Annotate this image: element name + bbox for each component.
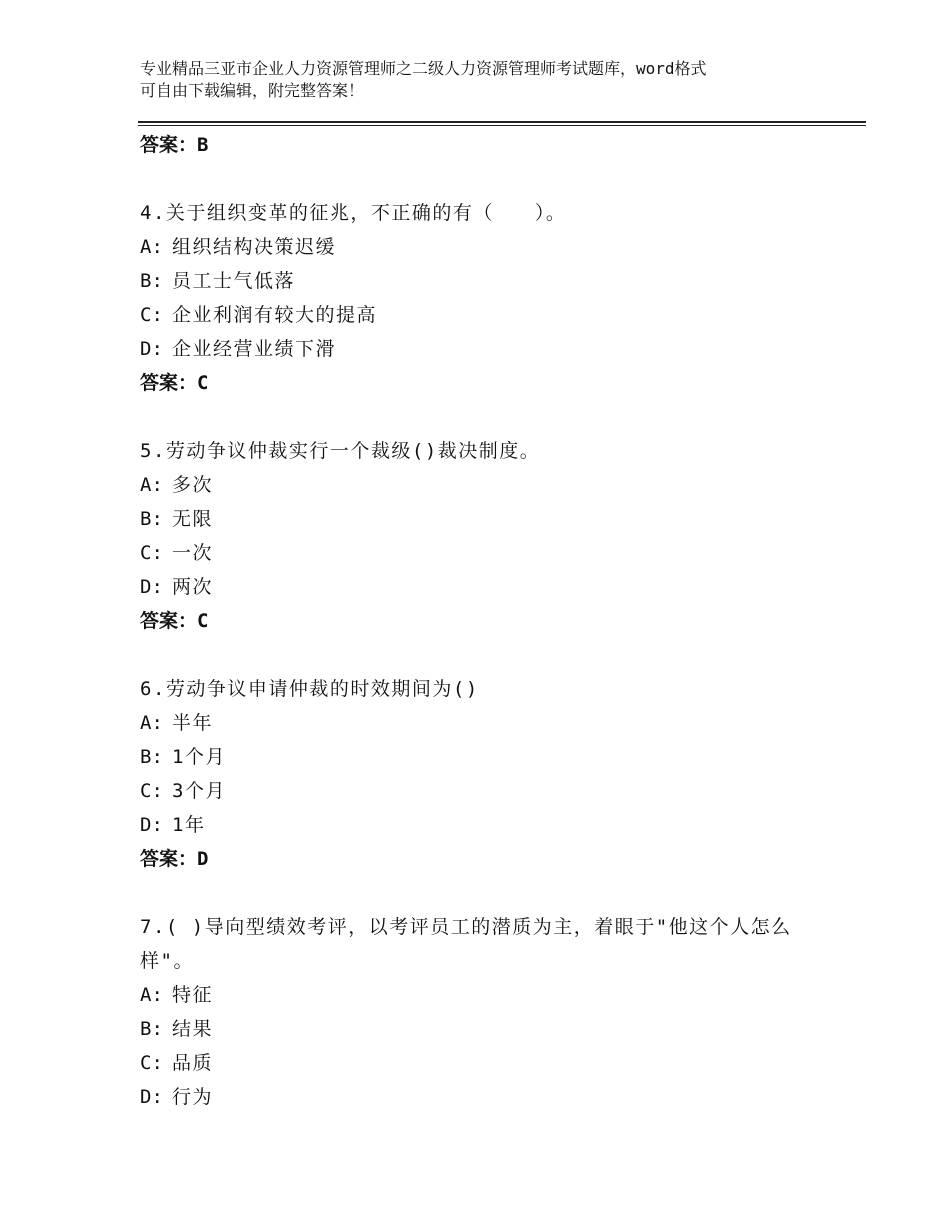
option-letter: B: <box>140 270 163 292</box>
option-text: 1个月 <box>172 746 226 768</box>
header-line-1: 专业精品三亚市企业人力资源管理师之二级人力资源管理师考试题库，word格式 <box>140 59 707 78</box>
option-letter: C: <box>140 542 163 564</box>
question-4 <box>140 196 840 400</box>
option-text: 员工士气低落 <box>172 270 296 292</box>
option-text: 两次 <box>172 576 214 598</box>
option-letter: D: <box>140 338 163 360</box>
option-b <box>140 502 840 536</box>
answer-label: 答案：C <box>140 610 209 632</box>
question-text: 6.劳动争议申请仲裁的时效期间为() <box>140 678 479 700</box>
document-header <box>140 58 820 102</box>
option-d <box>140 570 840 604</box>
question-text: 5.劳动争议仲裁实行一个裁级()裁决制度。 <box>140 440 541 462</box>
option-d <box>140 1080 840 1114</box>
option-letter: B: <box>140 508 163 530</box>
option-d <box>140 808 840 842</box>
option-text: 行为 <box>172 1086 214 1108</box>
option-c <box>140 1046 840 1080</box>
option-text: 特征 <box>172 984 214 1006</box>
option-letter: C: <box>140 304 163 326</box>
option-letter: C: <box>140 1052 163 1074</box>
option-c <box>140 536 840 570</box>
option-text: 1年 <box>172 814 206 836</box>
question-list <box>140 128 840 1114</box>
option-b <box>140 740 840 774</box>
option-c <box>140 774 840 808</box>
option-b <box>140 1012 840 1046</box>
option-letter: D: <box>140 1086 163 1108</box>
header-line-2: 可自由下载编辑，附完整答案！ <box>140 81 365 100</box>
option-letter: B: <box>140 1018 163 1040</box>
option-letter: A: <box>140 712 163 734</box>
answer-label: 答案：C <box>140 372 209 394</box>
option-text: 一次 <box>172 542 214 564</box>
answer-label: 答案：D <box>140 848 209 870</box>
option-text: 组织结构决策迟缓 <box>172 236 337 258</box>
option-a <box>140 706 840 740</box>
option-letter: A: <box>140 474 163 496</box>
option-d <box>140 332 840 366</box>
option-letter: A: <box>140 984 163 1006</box>
question-text: 4.关于组织变革的征兆，不正确的有（ ）。 <box>140 202 567 224</box>
option-letter: A: <box>140 236 163 258</box>
option-a <box>140 468 840 502</box>
header-divider <box>138 121 866 126</box>
option-text: 品质 <box>172 1052 214 1074</box>
option-text: 3个月 <box>172 780 226 802</box>
question-6 <box>140 672 840 876</box>
option-letter: D: <box>140 814 163 836</box>
option-letter: B: <box>140 746 163 768</box>
option-b <box>140 264 840 298</box>
option-a <box>140 230 840 264</box>
option-text: 企业利润有较大的提高 <box>172 304 378 326</box>
option-c <box>140 298 840 332</box>
option-text: 结果 <box>172 1018 214 1040</box>
option-text: 多次 <box>172 474 214 496</box>
question-text: 7.( )导向型绩效考评，以考评员工的潜质为主，着眼于"他这个人怎么样"。 <box>140 916 792 972</box>
answer-label: 答案：B <box>140 134 209 156</box>
option-text: 企业经营业绩下滑 <box>172 338 337 360</box>
question-5 <box>140 434 840 638</box>
option-letter: D: <box>140 576 163 598</box>
question-7 <box>140 910 840 1114</box>
option-a <box>140 978 840 1012</box>
option-letter: C: <box>140 780 163 802</box>
option-text: 无限 <box>172 508 214 530</box>
option-text: 半年 <box>172 712 214 734</box>
